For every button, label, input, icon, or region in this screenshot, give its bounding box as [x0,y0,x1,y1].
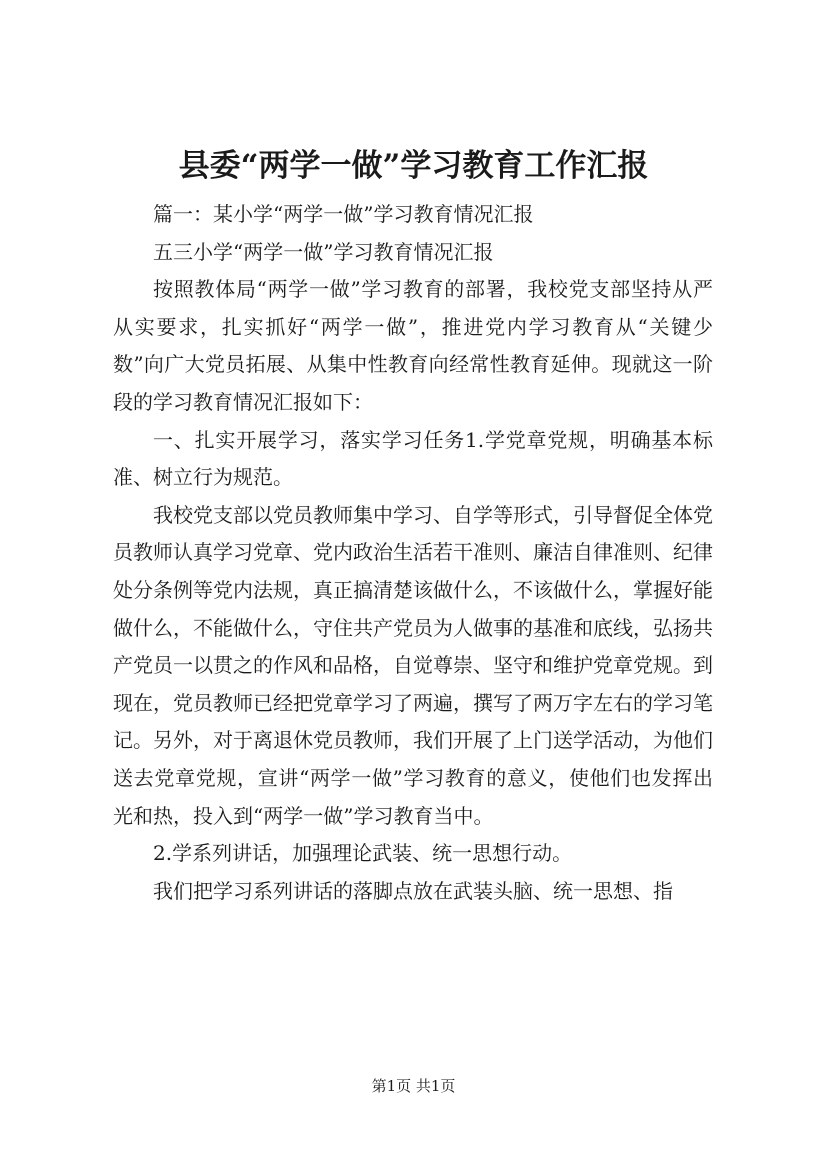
paragraph-intro: 按照教体局“两学一做”学习教育的部署，我校党支部坚持从严从实要求，扎实抓好“两学一做”，推进党内学习教育从“关键少数”向广大党员拓展、从集中性教育向经常性教育延伸。现就这一阶段的学习教育情况汇报如下： [113,277,713,414]
document-body [113,196,713,910]
paragraph-report-heading: 五三小学“两学一做”学习教育情况汇报 [153,239,494,264]
paragraph-party-rules: 我校党支部以党员教师集中学习、自学等形式，引导督促全体党员教师认真学习党章、党内政治生活若干准则、廉洁自律准则、纪律处分条例等党内法规，真正搞清楚该做什么，不该做什么，掌握好能做什么，不能做什么，守住共产党员为人做事的基准和底线，弘扬共产党员一以贯之的作风和品格，自觉尊崇、坚守和维护党章党规。到现在，党员教师已经把党章学习了两遍，撰写了两万字左右的学习笔记。另外，对于离退休党员教师，我们开展了上门送学活动，为他们送去党章党规，宣讲“两学一做”学习教育的意义，使他们也发挥出光和热，投入到“两学一做”学习教育当中。 [113,502,713,828]
paragraph-item-two: 2.学系列讲话，加强理论武装、统一思想行动。 [153,841,573,866]
paragraph-subtitle: 篇一：某小学“两学一做”学习教育情况汇报 [153,202,534,226]
document-title: 县委“两学一做”学习教育工作汇报 [178,148,649,184]
paragraph-section-one: 一、扎实开展学习，落实学习任务1.学党章党规，明确基本标准、树立行为规范。 [113,427,713,490]
page-number-footer: 第1页 共1页 [371,1077,456,1095]
paragraph-speeches: 我们把学习系列讲话的落脚点放在武装头脑、统一思想、指 [153,878,673,903]
